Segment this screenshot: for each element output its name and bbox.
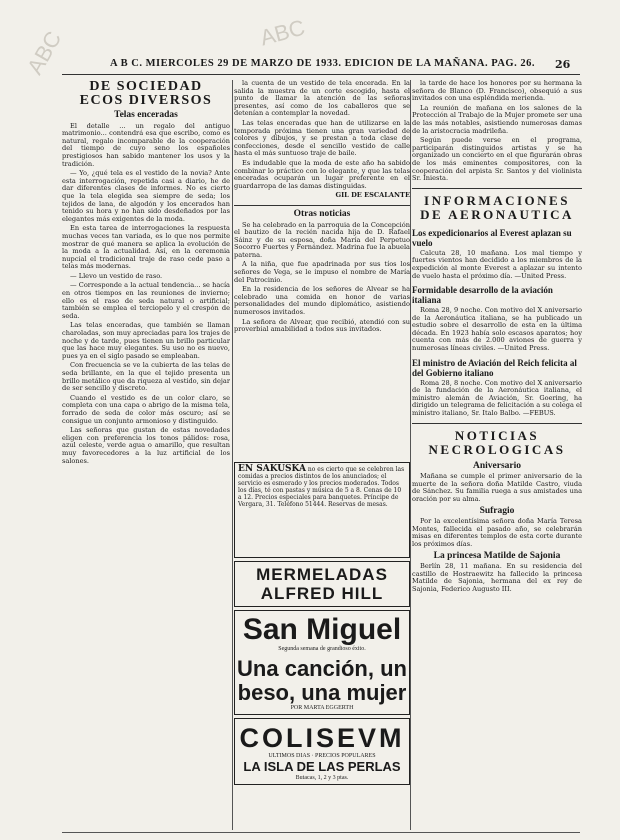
ad-brand: EN SAKUSKA (238, 464, 306, 474)
article-title: Aniversario (472, 460, 522, 471)
watermark-left: ABC (22, 26, 67, 79)
watermark-center: ABC (257, 14, 308, 51)
ad-film-star: POR MARTA EGGERTH (290, 705, 354, 711)
ad-show: LA ISLA DE LAS PERLAS (243, 759, 401, 774)
divider (412, 423, 582, 424)
divider (234, 205, 410, 206)
ad-title: San Miguel (242, 613, 402, 646)
article-title: Telas enceradas (114, 110, 178, 120)
paragraph: Es indudable que la moda de este año ha sabido combinar lo práctico con lo elegante, y que las telas enceradas ocuparán un lugar preferente en el guardarropa de las damas distinguidas. (234, 158, 410, 190)
advertisements (234, 462, 410, 785)
paragraph: la tarde de hace los honores por su hermana la señora de Blanco (D. Francisco), obsequió a sus invitados con una espléndida merienda. (412, 80, 582, 103)
ad-san-miguel (234, 610, 410, 715)
ad-subtitle: Segunda semana de grandioso éxito. (278, 646, 366, 652)
article-title: Otras noticias (293, 208, 351, 219)
paragraph: Cuando el vestido es de un color claro, se completa con una capa o abrigo de la misma tela, forrado de seda de color más oscuro; así se consigue un conjunto armonioso y distinguido. (62, 393, 230, 425)
paragraph: Calcuta 28, 10 mañana. Los mal tiempo y fuertes vientos han decidido a los miembros de la expedición al monte Everest a aplazar su intento de vuelo hasta el próximo día. —United Press. (412, 248, 582, 280)
signature: GIL DE ESCALANTE (335, 191, 410, 200)
paragraph: El detalle ... un regalo del antiguo matrimonio... contendrá esa que escribo, como es natural, regalo incomparable de la cooperación del tiempo de cuyo seno los españoles prestigiosos han sabido mantener los usos y la tradición. (62, 121, 230, 168)
paragraph: — Corresponde a la actual tendencia... se hacía en otros tiempos en las reuniones de invierno; ello es el raso de seda natural o artificial; también se emplea el terciopelo y el crespón de seda. (62, 281, 230, 320)
column-rule-1 (232, 80, 233, 830)
ad-title: COLISEVM (239, 723, 405, 753)
paragraph: Roma 28, 8 noche. Con motivo del X aniversario de la fundación de la Aeronáutica italiana, el ministro alemán de Aviación, Sr. Goering, ha dirigido un telegrama de felicitación a su colega el ministro italiano, Sr. Italo Balbo. —FEBUS. (412, 378, 582, 418)
ad-text: no es cierto que se celebren las comidas a precios distintos de los anunciados; el servicio es esmerado y los precios moderados. Todos los días, té con pastas y música de 5 a 8. Cenas de 10 a 12. Precios especiales para banquetes. Príncipe de Vergara, 31. Teléfono 51444. Reservas de mesas. (238, 466, 405, 508)
paragraph: Roma 28, 9 noche. Con motivo del X aniversario de la Aeronáutica italiana, se ha publicado un estudio sobre el desarrollo de esta en la última década. En 1923 había solo escasos aparatos; hoy cuenta con más de 2.000 aviones de guerra y numerosas líneas civiles. —United Press. (412, 306, 582, 353)
paragraph: En la residencia de los señores de Alvear se ha celebrado una comida en honor de varias personalidades del mundo diplomático, asistiendo numerosos invitados. (234, 285, 410, 317)
paragraph: Berlín 28, 11 mañana. En su residencia del castillo de Hostraewitz ha fallecido la princesa Matilde de Sajonia, hermana del ex rey de Sajonia, Federico Augusto III. (412, 562, 582, 593)
paragraph: Las telas enceradas que han de utilizarse en la temporada próxima tienen una gran variedad de colores y dibujos, y se prestan a toda clase de confecciones, desde el sencillo vestido de calle hasta el más suntuoso traje de baile. (234, 118, 410, 158)
bottom-rule (62, 832, 580, 833)
paragraph: Con frecuencia se ve la cubierta de las telas de seda brillante, en la que el tejido presenta un brillo metálico que da riqueza al vestido, sin dejar de ser sencillo y discreto. (62, 361, 230, 393)
paragraph: — Yo, ¿qué tela es el vestido de la novia? Ante esta interrogación, repetida casi a diario, he de dar diferentes clases de informes. No es cierto que la tela elegida sea siempre de seda; los tejidos de lana, de algodón y los encerados han tenido su hora y no han sido desdeñados por las elegantes más exigentes de la moda. (62, 169, 230, 223)
ad-subtitle: ULTIMOS DIAS · PRECIOS POPULARES (268, 753, 376, 759)
paragraph: En esta tarea de interrogaciones la respuesta muchas veces tan variada, es lo que nos permite mostrar de qué manera se aplica la evolución de la moda a la actualidad. Así, en la ceremonia nupcial el tradicional traje de raso cede paso a telas más modernas. (62, 224, 230, 271)
column-society (62, 80, 230, 830)
ad-prices: Butacas, 1, 2 y 3 ptas. (295, 775, 349, 781)
paragraph: Mañana se cumple el primer aniversario de la muerte de la señora doña Matilde Castro, viuda de Sánchez. Su familia ruega a sus amistades una oración por su alma. (412, 472, 582, 503)
section-title: NOTICIAS NECROLOGICAS (428, 427, 566, 457)
paragraph: — Llevo un vestido de raso. (70, 271, 163, 280)
section-title: INFORMACIONES DE AERONAUTICA (420, 192, 574, 222)
article-title: El ministro de Aviación del Reich felicita al del Gobierno italiano (412, 357, 577, 378)
masthead: A B C. MIERCOLES 29 DE MARZO DE 1933. EDICION DE LA MAÑANA. PAG. 26. (110, 58, 535, 69)
section-subtitle: ECOS DIVERSOS (79, 93, 213, 108)
paragraph: La reunión de mañana en los salones de la Protección al Trabajo de la Mujer promete ser una de las más notables, asistiendo numerosas damas de la aristocracia madrileña. (412, 103, 582, 135)
article-title: Sufragio (479, 505, 515, 516)
top-rule (62, 74, 580, 75)
paragraph: Se ha celebrado en la parroquia de la Concepción el bautizo de la recién nacida hija de D. Rafael Sáinz y de su esposa, doña María del Perpetuo Socorro Fuertes y Fernández. Madrina fue la abuela paterna. (234, 220, 410, 259)
paragraph: La señora de Alvear, que recibió, atendió con su proverbial amabilidad a todos sus invitados. (234, 317, 410, 334)
section-title: DE SOCIEDAD (89, 80, 203, 94)
page-number: 26 (555, 58, 571, 71)
paragraph: Por la excelentísima señora doña María Teresa Montes, fallecida el pasado año, se celebrarán misas en diferentes templos de esta corte durante los próximos días. (412, 517, 582, 548)
ad-mermeladas: MERMELADAS ALFRED HILL (234, 561, 410, 607)
article-title: Los expedicionarios al Everest aplazan su vuelo (412, 227, 572, 248)
ad-sakuska (234, 462, 410, 558)
paragraph: la cuenta de un vestido de tela encerada. En la salida la muestra de un corte escogido, hasta el punto de llamar la atención de las señoras presentes, así como de los caballeros que se detenían a contemplar la novedad. (234, 80, 410, 118)
column-aeronautics (412, 80, 582, 830)
column-middle (234, 80, 410, 460)
paragraph: Las telas enceradas, que también se llaman charoladas, son muy apreciadas para los trajes de noche y de tarde, pues tienen un brillo particular que las hace muy elegantes. Su uso no es nuevo, pues ya en el siglo pasado se empleaban. (62, 321, 230, 360)
article-title: Formidable desarrollo de la aviación italiana (412, 285, 553, 306)
column-rule-2 (410, 80, 411, 830)
divider (412, 188, 582, 189)
article-title: La princesa Matilde de Sajonia (433, 550, 561, 561)
paragraph: Según puede verse en el programa, participarán distinguidos artistas y se ha organizado un concierto en el que figurarán obras de los más eminentes compositores, con la cooperación del arpista Sr. Santos y del violinista Sr. Iniesta. (412, 136, 582, 183)
ad-coliseum (234, 718, 410, 785)
ad-film-title: Una canción, un beso, una mujer (237, 656, 407, 705)
paragraph: Las señoras que gustan de estas novedades eligen con preferencia los tonos pálidos: rosa, azul celeste, verde agua o amarillo, que resultan muy favorecedores a la luz artificial de los salones. (62, 426, 230, 465)
paragraph: A la niña, que fue apadrinada por sus tíos los señores de Vega, se le impuso el nombre de María del Patrocinio. (234, 260, 410, 284)
